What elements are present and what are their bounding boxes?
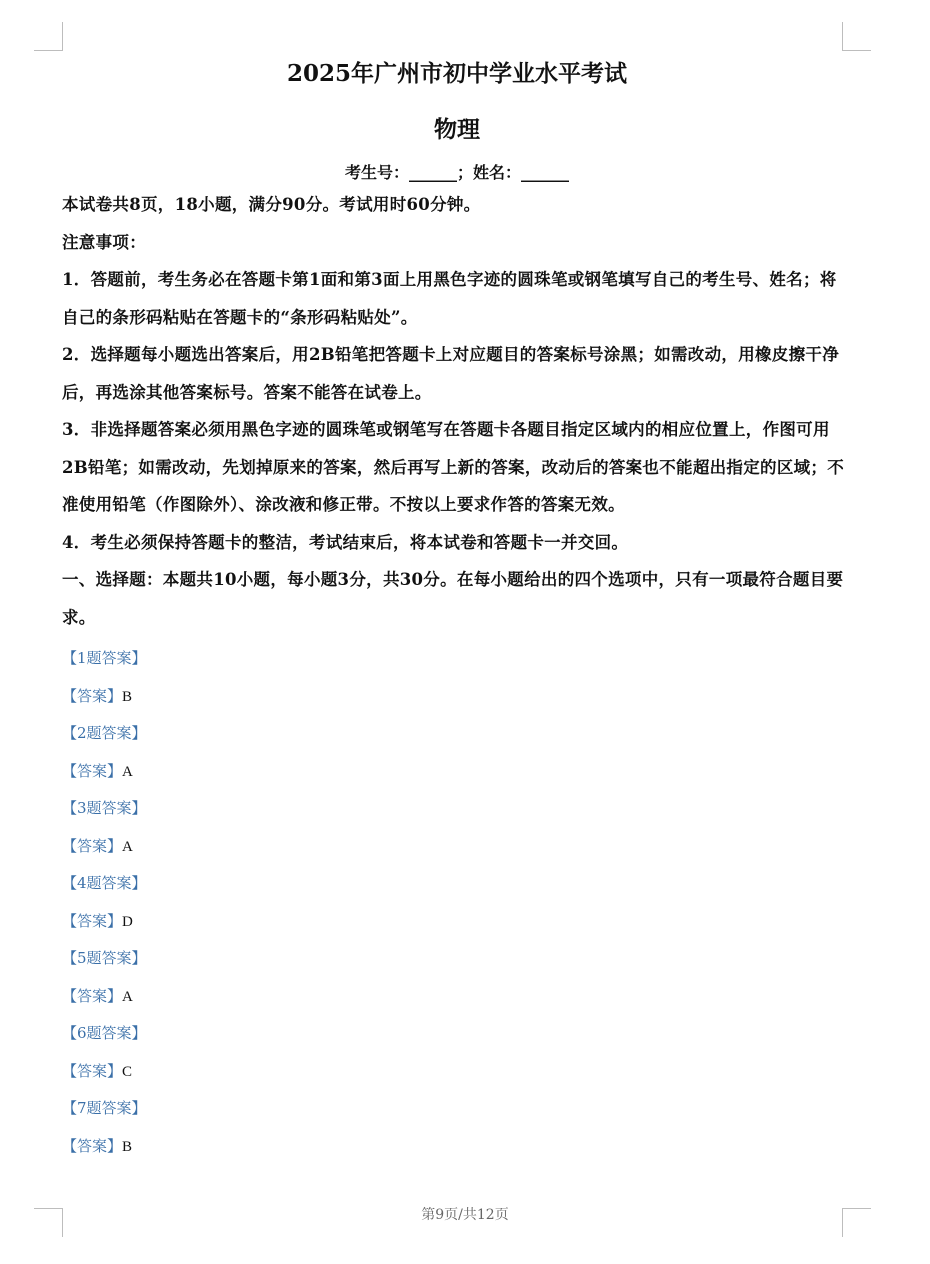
answer-label: 【答案】 <box>62 1136 123 1155</box>
answer-row-3 <box>62 828 852 866</box>
exam-title: 2025年广州市初中学业水平考试 <box>286 60 627 87</box>
question-label-text: 【2题答案】 <box>62 724 147 742</box>
question-label-4 <box>62 865 852 903</box>
answer-row-7 <box>62 1128 852 1166</box>
question-label-2 <box>62 715 852 753</box>
notice-item-2: 2．选择题每小题选出答案后，用2B铅笔把答题卡上对应题目的答案标号涂黑；如需改动，用橡皮擦干净后，再选涂其他答案标号。答案不能答在试卷上。 <box>62 345 840 402</box>
question-label-1 <box>62 640 852 678</box>
notice-item-1: 1．答题前，考生务必在答题卡第1面和第3面上用黑色字迹的圆珠笔或钢笔填写自己的考生号、姓名；将自己的条形码粘贴在答题卡的“条形码粘贴处”。 <box>62 270 837 327</box>
answer-label: 【答案】 <box>62 911 123 930</box>
answer-list <box>62 640 852 1165</box>
question-label-3 <box>62 790 852 828</box>
question-label-6 <box>62 1015 852 1053</box>
answer-row-6 <box>62 1053 852 1091</box>
answer-row-2 <box>62 753 852 791</box>
answer-value: B <box>122 688 133 705</box>
answer-label: 【答案】 <box>62 986 123 1005</box>
answer-value: B <box>122 1138 133 1155</box>
crop-mark-top-right <box>842 22 871 51</box>
answer-row-1 <box>62 678 852 716</box>
question-label-text: 【7题答案】 <box>62 1099 147 1117</box>
section-heading: 一、选择题：本题共10小题，每小题3分，共30分。在每小题给出的四个选项中，只有一项最符合题目要求。 <box>62 570 844 627</box>
candidate-info-line: 考生号：______；姓名：______ <box>344 163 569 182</box>
answer-value: A <box>122 763 133 780</box>
answer-label: 【答案】 <box>62 686 123 705</box>
notice-item-3: 3．非选择题答案必须用黑色字迹的圆珠笔或钢笔写在答题卡各题目指定区域内的相应位置上，作图可用2B铅笔；如需改动，先划掉原来的答案，然后再写上新的答案，改动后的答案也不能超出指定的区域；不准使用铅笔（作图除外）、涂改液和修正带。不按以上要求作答的答案无效。 <box>62 420 845 514</box>
exam-summary: 本试卷共8页，18小题，满分90分。考试用时60分钟。 <box>62 195 481 214</box>
document-page <box>62 54 852 1165</box>
notice-item-4: 4．考生必须保持答题卡的整洁，考试结束后，将本试卷和答题卡一并交回。 <box>62 532 629 552</box>
answer-row-4 <box>62 903 852 941</box>
answer-label: 【答案】 <box>62 761 123 780</box>
answer-value: C <box>122 1063 133 1080</box>
question-label-5 <box>62 940 852 978</box>
question-label-text: 【5题答案】 <box>62 949 147 967</box>
answer-label: 【答案】 <box>62 1061 123 1080</box>
notice-heading: 注意事项： <box>62 232 146 252</box>
question-label-7 <box>62 1090 852 1128</box>
question-label-text: 【3题答案】 <box>62 799 147 817</box>
answer-value: D <box>122 913 133 930</box>
answer-row-5 <box>62 978 852 1016</box>
crop-mark-top-left <box>34 22 63 51</box>
page-footer: 第9页/共12页 <box>421 1207 509 1223</box>
answer-value: A <box>122 988 133 1005</box>
question-label-text: 【1题答案】 <box>62 649 147 667</box>
answer-value: A <box>122 838 133 855</box>
answer-label: 【答案】 <box>62 836 123 855</box>
question-label-text: 【6题答案】 <box>62 1024 147 1042</box>
exam-subject: 物理 <box>434 116 480 143</box>
question-label-text: 【4题答案】 <box>62 874 147 892</box>
